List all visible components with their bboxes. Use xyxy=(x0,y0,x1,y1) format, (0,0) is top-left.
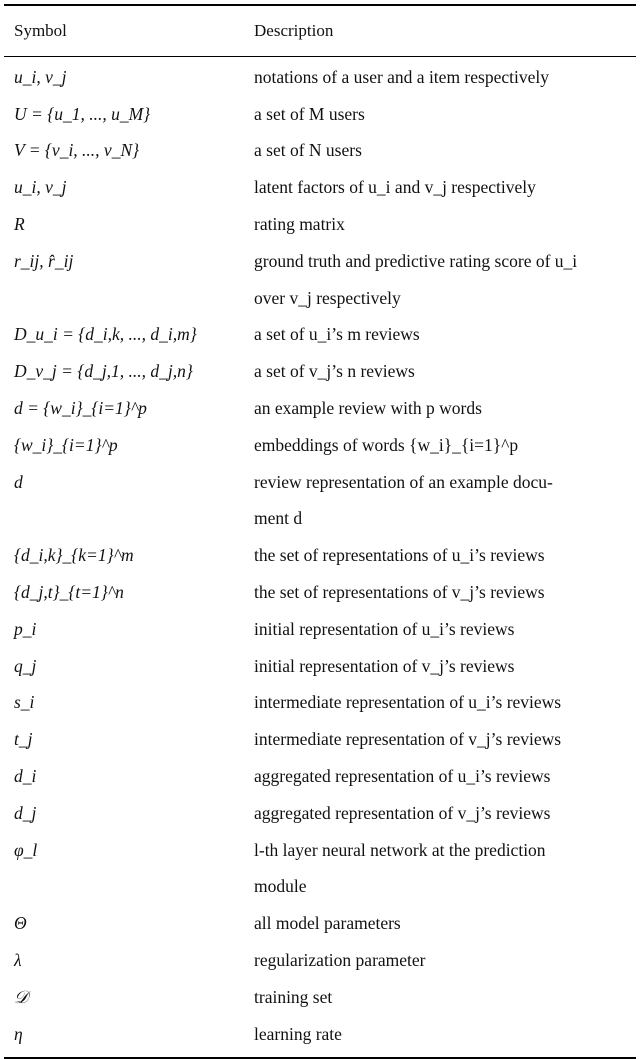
row-symbol: u_i, v_j xyxy=(14,177,67,198)
table-body xyxy=(4,59,636,1053)
notation-table xyxy=(4,4,636,1059)
row-symbol: 𝒟 xyxy=(14,986,28,1007)
row-symbol: U = {u_1, ..., u_M} xyxy=(14,103,151,124)
row-description: learning rate xyxy=(254,1023,342,1044)
row-symbol: t_j xyxy=(14,729,33,750)
row-description: aggregated representation of u_i’s reviews xyxy=(254,766,551,787)
table-row xyxy=(4,1016,636,1053)
table-row xyxy=(4,685,636,722)
row-symbol: q_j xyxy=(14,655,37,676)
table-row xyxy=(4,942,636,979)
row-symbol: V = {v_i, ..., v_N} xyxy=(14,140,140,161)
row-description: module xyxy=(254,876,307,897)
table-row xyxy=(4,648,636,685)
table-row xyxy=(4,390,636,427)
row-description: an example review with p words xyxy=(254,398,482,419)
table-row xyxy=(4,795,636,832)
row-description: a set of M users xyxy=(254,103,365,124)
row-description: embeddings of words {w_i}_{i=1}^p xyxy=(254,434,519,455)
row-symbol: {d_j,t}_{t=1}^n xyxy=(14,582,124,603)
row-symbol: d_i xyxy=(14,766,37,787)
table-row xyxy=(4,574,636,611)
row-description: l-th layer neural network at the prediction xyxy=(254,839,546,860)
row-symbol: D_u_i = {d_i,k, ..., d_i,m} xyxy=(14,324,197,345)
row-description: training set xyxy=(254,986,333,1007)
row-symbol: p_i xyxy=(14,618,37,639)
row-description: a set of u_i’s m reviews xyxy=(254,324,420,345)
table-row xyxy=(4,869,636,906)
row-symbol: {w_i}_{i=1}^p xyxy=(14,434,118,455)
row-symbol: s_i xyxy=(14,692,35,713)
table-row xyxy=(4,979,636,1016)
table-row xyxy=(4,243,636,280)
table-row xyxy=(4,353,636,390)
row-description: review representation of an example docu- xyxy=(254,471,553,492)
row-symbol: d xyxy=(14,471,23,492)
row-description: intermediate representation of v_j’s reviews xyxy=(254,729,562,750)
row-symbol: D_v_j = {d_j,1, ..., d_j,n} xyxy=(14,361,193,382)
row-description: regularization parameter xyxy=(254,950,426,971)
table-row xyxy=(4,758,636,795)
row-symbol: d_j xyxy=(14,802,37,823)
row-description: initial representation of v_j’s reviews xyxy=(254,655,515,676)
row-symbol: Θ xyxy=(14,913,27,934)
row-symbol: u_i, v_j xyxy=(14,66,67,87)
row-description: initial representation of u_i’s reviews xyxy=(254,618,515,639)
table-row xyxy=(4,206,636,243)
table-row xyxy=(4,832,636,869)
row-description: intermediate representation of u_i’s reviews xyxy=(254,692,562,713)
row-description: ground truth and predictive rating score of u_i xyxy=(254,250,578,271)
row-symbol: λ xyxy=(14,950,22,971)
row-description: all model parameters xyxy=(254,913,401,934)
table-row xyxy=(4,537,636,574)
table-row xyxy=(4,96,636,133)
bottom-rule xyxy=(4,1057,636,1059)
table-row xyxy=(4,721,636,758)
symbol-column-header: Symbol xyxy=(14,21,67,40)
row-description: over v_j respectively xyxy=(254,287,401,308)
row-description: the set of representations of u_i’s reviews xyxy=(254,545,545,566)
row-symbol: φ_l xyxy=(14,839,38,860)
row-symbol: r_ij, r̂_ij xyxy=(14,250,74,271)
table-header xyxy=(4,6,636,56)
row-description: a set of v_j’s n reviews xyxy=(254,361,415,382)
table-row xyxy=(4,427,636,464)
table-row xyxy=(4,464,636,501)
row-description: the set of representations of v_j’s reviews xyxy=(254,582,545,603)
table-row xyxy=(4,611,636,648)
row-symbol: d = {w_i}_{i=1}^p xyxy=(14,398,147,419)
row-description: a set of N users xyxy=(254,140,362,161)
table-row xyxy=(4,317,636,354)
row-description: ment d xyxy=(254,508,303,529)
row-description: notations of a user and a item respectively xyxy=(254,66,549,87)
table-row xyxy=(4,280,636,317)
table-row xyxy=(4,905,636,942)
table-row xyxy=(4,59,636,96)
table-row xyxy=(4,169,636,206)
row-description: latent factors of u_i and v_j respectively xyxy=(254,177,536,198)
row-symbol: R xyxy=(14,214,25,235)
table-row xyxy=(4,501,636,538)
row-description: aggregated representation of v_j’s reviews xyxy=(254,802,551,823)
table-row xyxy=(4,133,636,170)
row-description: rating matrix xyxy=(254,214,345,235)
row-symbol: {d_i,k}_{k=1}^m xyxy=(14,545,134,566)
row-symbol: η xyxy=(14,1023,23,1044)
description-column-header: Description xyxy=(254,21,334,40)
